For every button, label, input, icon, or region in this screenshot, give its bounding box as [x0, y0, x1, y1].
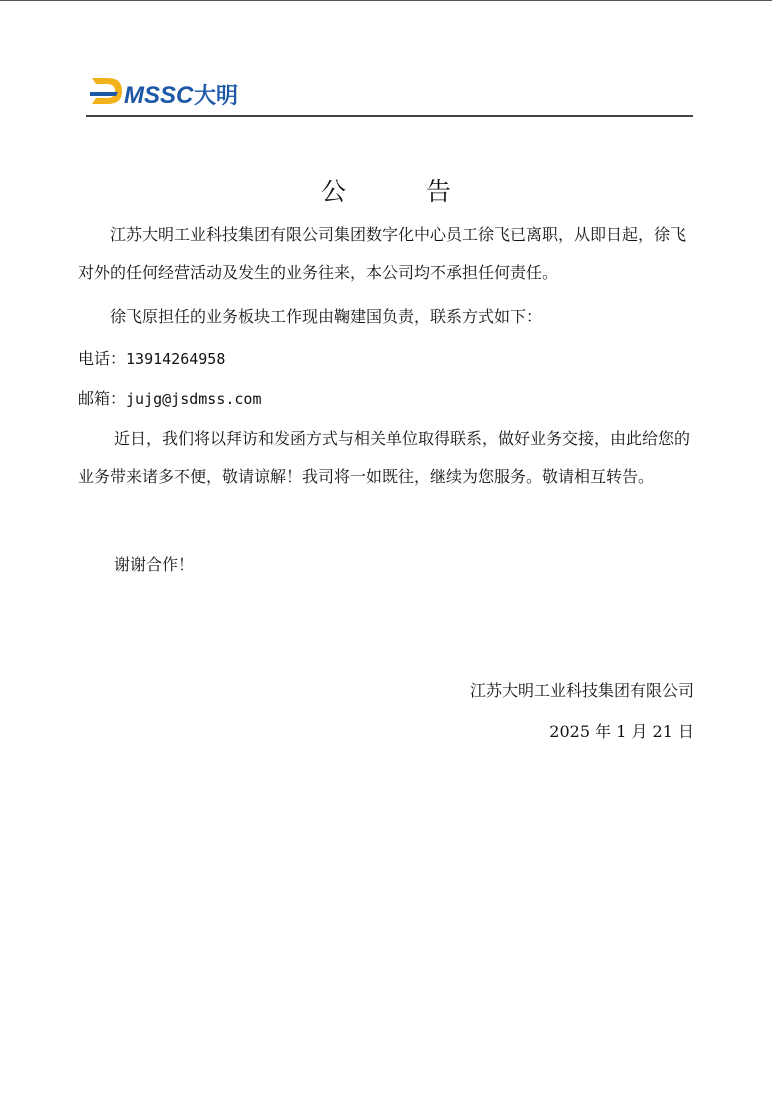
paragraph-resignation: 江苏大明工业科技集团有限公司集团数字化中心员工徐飞已离职，从即日起，徐飞对外的任何经营活动及发生的业务往来，本公司均不承担任何责任。 — [78, 225, 687, 282]
paragraph-apology: 近日，我们将以拜访和发函方式与相关单位取得联系，做好业务交接，由此给您的业务带来诸多不便，敬请谅解！我司将一如既往，继续为您服务。敬请相互转告。 — [78, 429, 691, 486]
svg-text:MSSC: MSSC — [124, 82, 194, 109]
signature-date: 2025 年 1 月 21 日 — [549, 722, 694, 741]
paragraph-handover: 徐飞原担任的业务板块工作现由鞠建国负责，联系方式如下： — [110, 307, 543, 326]
paragraph-thanks: 谢谢合作！ — [114, 555, 195, 574]
page-top-border — [0, 0, 772, 1]
notice-title: 公 告 — [321, 177, 487, 206]
header-divider — [86, 115, 693, 117]
phone-value: 13914264958 — [126, 350, 226, 368]
contact-phone — [78, 340, 698, 378]
phone-label: 电话： — [78, 349, 127, 368]
signature-company: 江苏大明工业科技集团有限公司 — [469, 681, 694, 700]
email-label: 邮箱： — [78, 389, 127, 408]
contact-email — [78, 380, 698, 418]
dmssc-company-logo — [90, 72, 250, 110]
email-value: jujg@jsdmss.com — [126, 390, 262, 408]
svg-text:大明: 大明 — [194, 84, 239, 109]
